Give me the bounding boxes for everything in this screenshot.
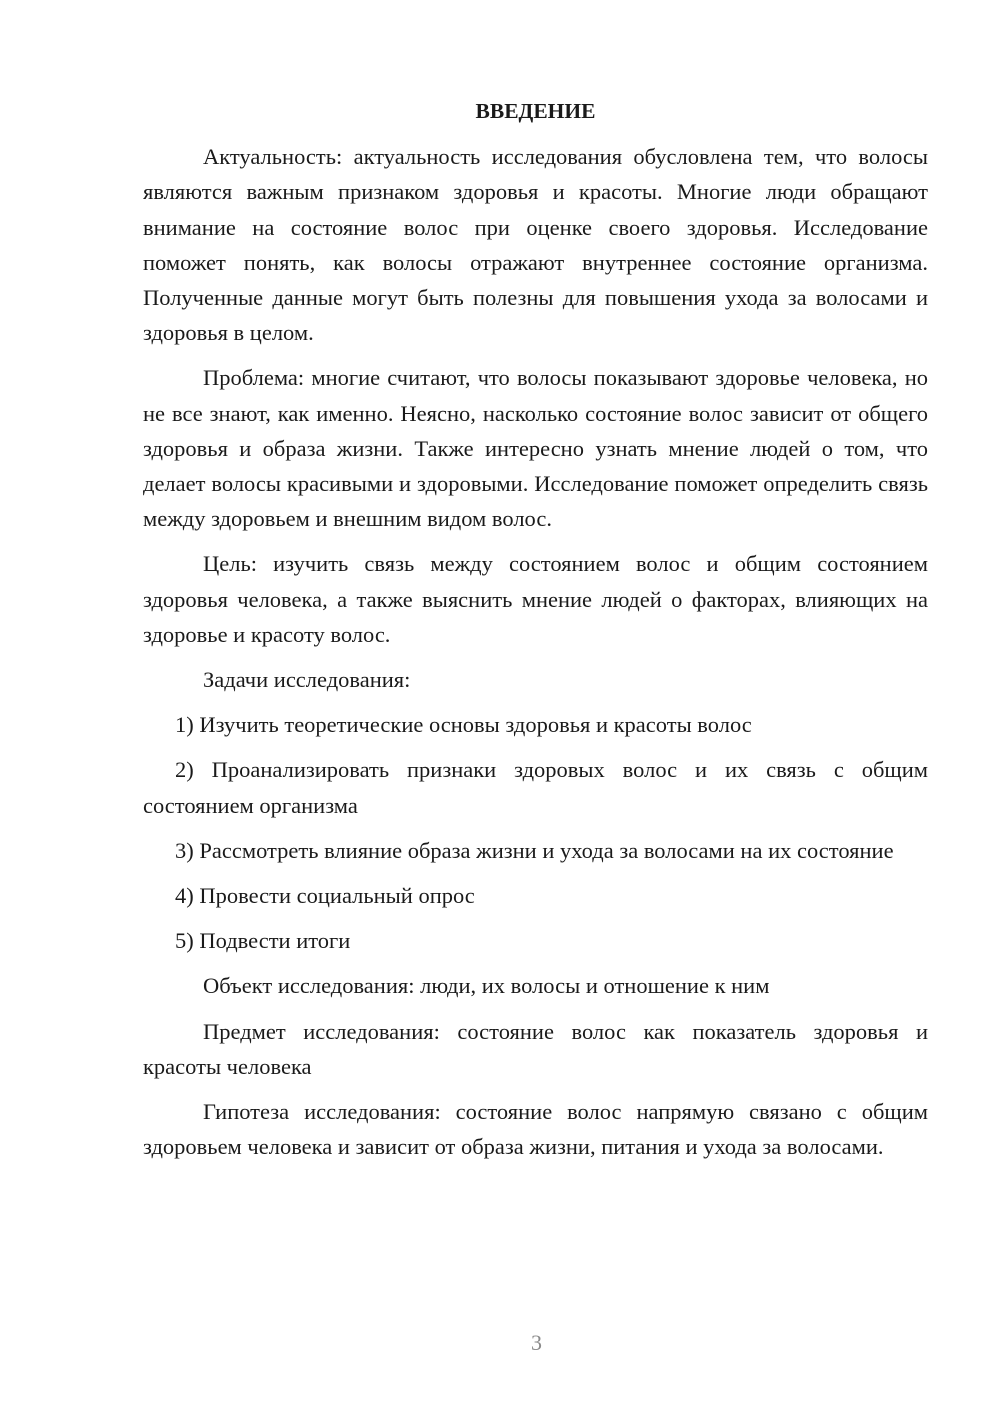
- hypothesis-paragraph: Гипотеза исследования: состояние волос напрямую связано с общим здоровьем человека и зависит от образа жизни, питания и ухода за волосами.: [143, 1099, 928, 1160]
- goal-paragraph: Цель: изучить связь между состоянием волос и общим состоянием здоровья человека, а также выяснить мнение людей о факторах, влияющих на здоровье и красоту волос.: [143, 551, 928, 647]
- object-paragraph: Объект исследования: люди, их волосы и отношение к ним: [203, 973, 770, 999]
- task-item: 2) Проанализировать признаки здоровых волос и их связь с общим состоянием организма: [143, 757, 928, 818]
- page-title: ВВЕДЕНИЕ: [475, 99, 596, 123]
- relevance-paragraph: Актуальность: актуальность исследования обусловлена тем, что волосы являются важным признаком здоровья и красоты. Многие люди обращают внимание на состояние волос при оценке своего здоровья. Исследование поможет понять, как волосы отражают внутреннее состояние организма. Полученные данные могут быть полезны для повышения ухода за волосами и здоровья в целом.: [143, 144, 928, 346]
- task-item: 5) Подвести итоги: [175, 928, 351, 954]
- problem-paragraph: Проблема: многие считают, что волосы показывают здоровье человека, но не все знают, как именно. Неясно, насколько состояние волос зависит от общего здоровья и образа жизни. Также интересно узнать мнение людей о том, что делает волосы красивыми и здоровыми. Исследование поможет определить связь между здоровьем и внешним видом волос.: [143, 365, 928, 532]
- subject-paragraph: Предмет исследования: состояние волос как показатель здоровья и красоты человека: [143, 1018, 928, 1079]
- page-body: [143, 94, 928, 1174]
- task-item: 3) Рассмотреть влияние образа жизни и ухода за волосами на их состояние: [175, 837, 894, 863]
- page-number: 3: [531, 1330, 542, 1355]
- task-item: 4) Провести социальный опрос: [175, 883, 475, 909]
- tasks-heading: Задачи исследования:: [203, 667, 411, 693]
- task-item: 1) Изучить теоретические основы здоровья и красоты волос: [175, 712, 752, 738]
